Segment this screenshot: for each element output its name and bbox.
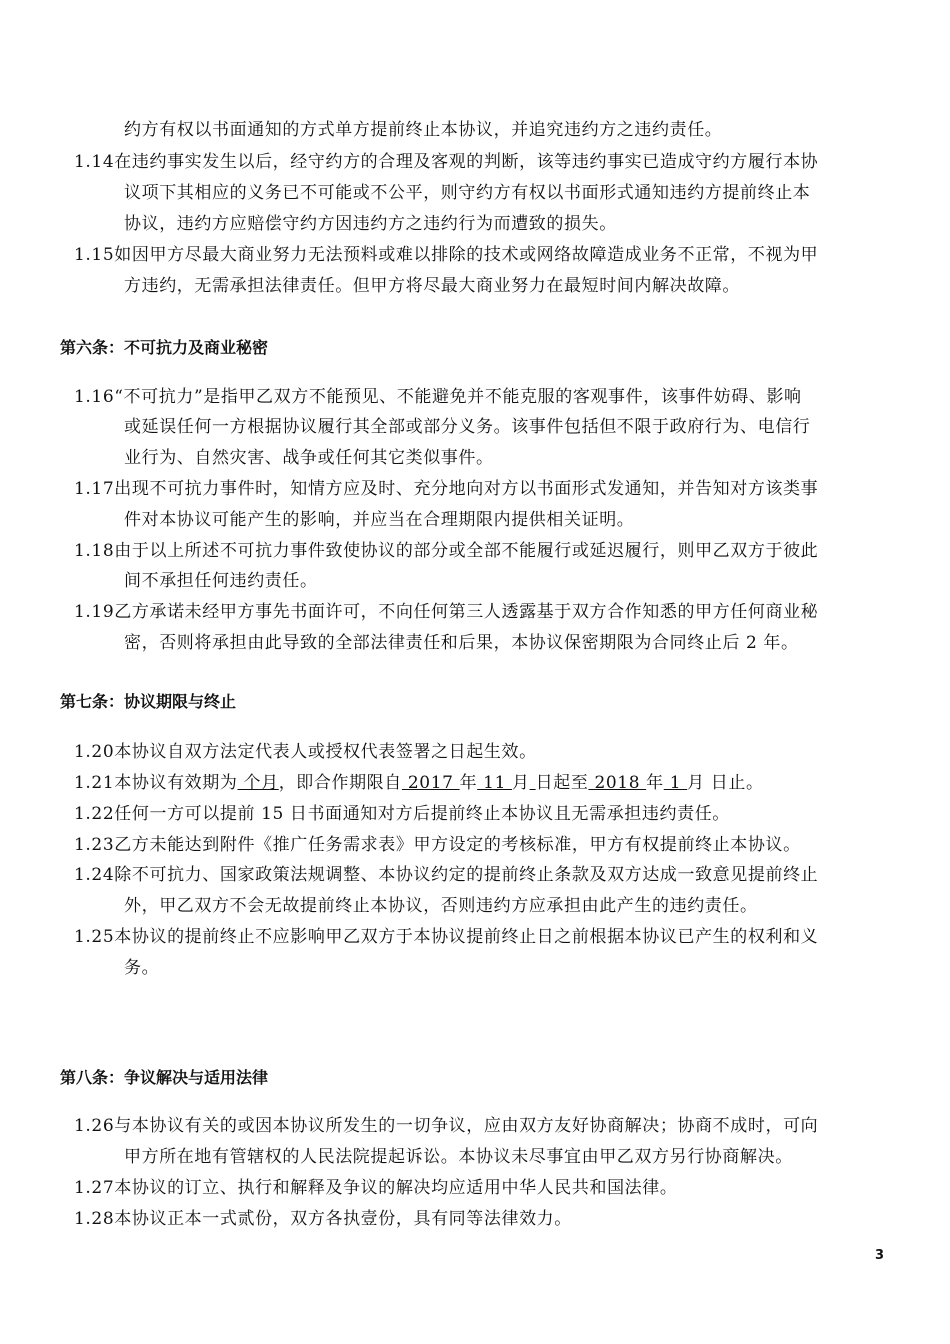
clause-text: 任何一方可以提前 15 日书面通知对方后提前终止本协议且无需承担违约责任。	[114, 804, 730, 824]
clause-text: 出现不可抗力事件时，知情方应及时、充分地向对方以书面形式发通知，并告知对方该类事	[114, 479, 819, 499]
heading-article-6: 第六条：不可抗力及商业秘密	[60, 338, 269, 357]
start-month-field: 11	[477, 773, 513, 793]
clause-1-22	[74, 802, 730, 826]
clause-text: 如因甲方尽最大商业努力无法预料或难以排除的技术或网络故障造成业务不正常，不视为甲	[114, 245, 819, 265]
clause-number: 1.21	[74, 773, 115, 793]
clause-text: 议项下其相应的义务已不可能或不公平，则守约方有权以书面形式通知违约方提前终止本	[124, 183, 811, 203]
clause-text: 密，否则将承担由此导致的全部法律责任和后果，本协议保密期限为合同终止后 2 年。	[124, 633, 799, 653]
clause-text: 协议，违约方应赔偿守约方因违约方之违约行为而遭致的损失。	[124, 214, 617, 234]
clause-number: 1.26	[74, 1116, 115, 1136]
clause-text: ，即合作期限自	[278, 773, 402, 793]
clause-number: 1.24	[74, 865, 115, 885]
clause-number: 1.14	[74, 152, 115, 172]
clause-text: 在违约事实发生以后，经守约方的合理及客观的判断，该等违约事实已造成守约方履行本协	[114, 152, 819, 172]
clause-text: 外，甲乙双方不会无故提前终止本协议，否则违约方应承担由此产生的违约责任。	[124, 896, 758, 916]
clause-number: 1.27	[74, 1178, 115, 1198]
clause-text: 由于以上所述不可抗力事件致使协议的部分或全部不能履行或延迟履行，则甲乙双方于彼此	[114, 541, 819, 561]
end-year-field: 2018	[588, 773, 647, 793]
term-months-field: 个月	[237, 773, 279, 793]
clause-number: 1.23	[74, 835, 115, 855]
continuation-line: 约方有权以书面通知的方式单方提前终止本协议，并追究违约方之违约责任。	[124, 120, 723, 140]
clause-number: 1.19	[74, 602, 115, 622]
clause-text: 件对本协议可能产生的影响，并应当在合理期限内提供相关证明。	[124, 510, 635, 530]
clause-text: 乙方未能达到附件《推广任务需求表》甲方设定的考核标准，甲方有权提前终止本协议。	[114, 835, 801, 855]
end-month-field: 1	[663, 773, 688, 793]
heading-article-7: 第七条：协议期限与终止	[60, 692, 237, 711]
page-number: 3	[874, 1248, 884, 1263]
clause-number: 1.20	[74, 742, 115, 762]
clause-number: 1.25	[74, 927, 115, 947]
clause-text: 本协议有效期为	[114, 773, 238, 793]
start-year-field: 2017	[401, 773, 460, 793]
clause-text: 本协议正本一式贰份，双方各执壹份，具有同等法律效力。	[114, 1209, 572, 1229]
clause-1-28	[74, 1207, 572, 1231]
clause-number: 1.17	[74, 479, 115, 499]
clause-number: 1.18	[74, 541, 115, 561]
clause-text: 除不可抗力、国家政策法规调整、本协议约定的提前终止条款及双方达成一致意见提前终止	[114, 865, 819, 885]
clause-1-23	[74, 833, 801, 857]
clause-1-21: 1.21本协议有效期为 个月，即合作期限自 2017 年 11 月 日起至 2018 年 1 月 日止。	[74, 773, 764, 793]
clause-number: 1.28	[74, 1209, 115, 1229]
clause-text: 本协议自双方法定代表人或授权代表签署之日起生效。	[114, 742, 537, 762]
clause-number: 1.15	[74, 245, 115, 265]
clause-1-20	[74, 740, 537, 764]
clause-text: 业行为、自然灾害、战争或任何其它类似事件。	[124, 448, 494, 468]
clause-number: 1.16	[74, 387, 115, 407]
clause-1-27	[74, 1176, 677, 1200]
clause-text: 间不承担任何违约责任。	[124, 571, 318, 591]
clause-number: 1.22	[74, 804, 115, 824]
clause-text: 或延误任何一方根据协议履行其全部或部分义务。该事件包括但不限于政府行为、电信行	[124, 417, 811, 437]
heading-article-8: 第八条：争议解决与适用法律	[60, 1068, 269, 1087]
clause-text: 本协议的订立、执行和解释及争议的解决均应适用中华人民共和国法律。	[114, 1178, 678, 1198]
clause-text: 方违约，无需承担法律责任。但甲方将尽最大商业努力在最短时间内解决故障。	[124, 276, 740, 296]
clause-text: “不可抗力”是指甲乙双方不能预见、不能避免并不能克服的客观事件，该事件妨碍、影响	[114, 387, 802, 407]
clause-text: 乙方承诺未经甲方事先书面许可，不向任何第三人透露基于双方合作知悉的甲方任何商业秘	[114, 602, 819, 622]
clause-text: 甲方所在地有管辖权的人民法院提起诉讼。本协议未尽事宜由甲乙双方另行协商解决。	[124, 1147, 793, 1167]
clause-text: 务。	[124, 958, 160, 978]
clause-text: 本协议的提前终止不应影响甲乙双方于本协议提前终止日之前根据本协议已产生的权利和义	[114, 927, 819, 947]
clause-text: 与本协议有关的或因本协议所发生的一切争议，应由双方友好协商解决；协商不成时，可向	[114, 1116, 819, 1136]
